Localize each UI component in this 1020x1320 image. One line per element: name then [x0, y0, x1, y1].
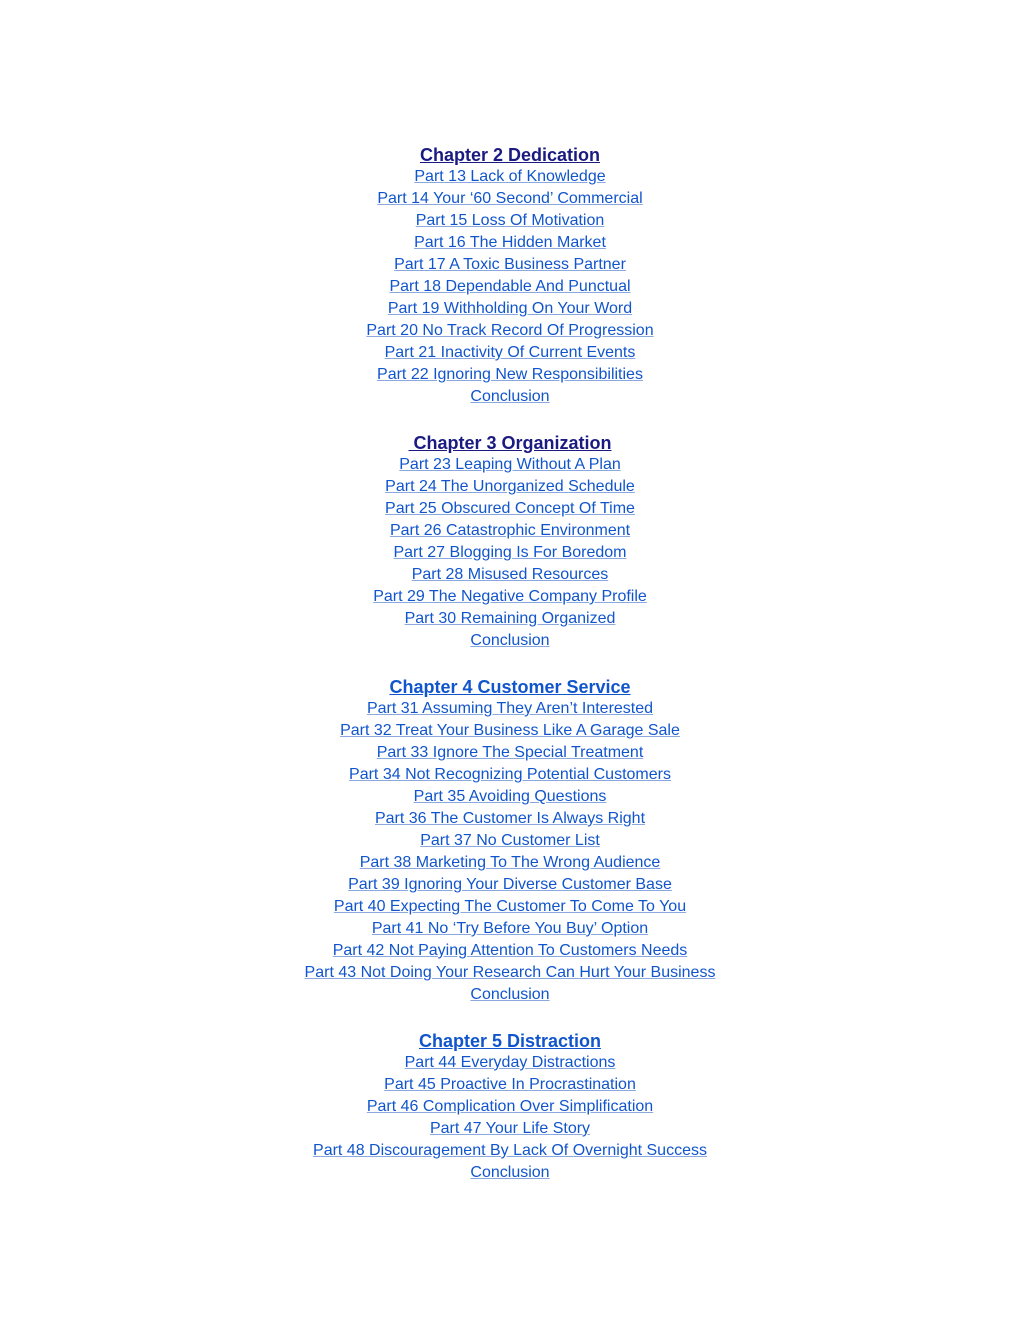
part-link[interactable]: Part 27 Blogging Is For Boredom [393, 544, 627, 561]
part-link[interactable]: Part 33 Ignore The Special Treatment [376, 744, 644, 761]
part-link[interactable]: Part 28 Misused Resources [411, 566, 609, 583]
part-link[interactable]: Part 39 Ignoring Your Diverse Customer Base [348, 876, 672, 893]
part-link[interactable]: Part 32 Treat Your Business Like A Garage Sale [340, 722, 680, 739]
part-link[interactable]: Part 31 Assuming They Aren’t Interested [366, 700, 654, 717]
part-link[interactable]: Part 16 The Hidden Market [414, 234, 606, 251]
part-link[interactable]: Part 47 Your Life Story [429, 1120, 591, 1137]
chapter-link[interactable]: Chapter 3 Organization [408, 433, 612, 453]
part-link[interactable]: Part 17 A Toxic Business Partner [394, 256, 626, 273]
part-link[interactable]: Part 15 Loss Of Motivation [415, 212, 605, 229]
chapter-link[interactable]: Chapter 4 Customer Service [389, 677, 631, 697]
chapter-link[interactable]: Chapter 2 Dedication [419, 145, 601, 165]
part-link[interactable]: Part 45 Proactive In Procrastination [384, 1076, 636, 1093]
chapter-section [0, 675, 1020, 1006]
part-link[interactable]: Part 48 Discouragement By Lack Of Overnight Success [313, 1142, 707, 1159]
part-link[interactable]: Part 43 Not Doing Your Research Can Hurt Your Business [304, 964, 716, 981]
conclusion-link[interactable]: Conclusion [470, 388, 550, 405]
part-link[interactable]: Part 25 Obscured Concept Of Time [385, 500, 635, 517]
part-link[interactable]: Part 38 Marketing To The Wrong Audience [359, 854, 661, 871]
part-link[interactable]: Part 29 The Negative Company Profile [373, 588, 647, 605]
part-link[interactable]: Part 30 Remaining Organized [404, 610, 616, 627]
conclusion-link[interactable]: Conclusion [470, 986, 550, 1003]
conclusion-link[interactable]: Conclusion [470, 1164, 550, 1181]
part-link[interactable]: Part 19 Withholding On Your Word [387, 300, 633, 317]
part-link[interactable]: Part 41 No ‘Try Before You Buy’ Option [371, 920, 649, 937]
part-link[interactable]: Part 37 No Customer List [420, 832, 600, 849]
part-link[interactable]: Part 22 Ignoring New Responsibilities [377, 366, 643, 383]
part-link[interactable]: Part 36 The Customer Is Always Right [374, 810, 646, 827]
conclusion-link[interactable]: Conclusion [470, 632, 550, 649]
part-link[interactable]: Part 35 Avoiding Questions [413, 788, 607, 805]
chapter-section [0, 431, 1020, 652]
part-link[interactable]: Part 23 Leaping Without A Plan [399, 456, 621, 473]
table-of-contents [0, 143, 1020, 1207]
part-link[interactable]: Part 13 Lack of Knowledge [414, 168, 606, 185]
part-link[interactable]: Part 14 Your ‘60 Second’ Commercial [377, 190, 643, 207]
part-link[interactable]: Part 26 Catastrophic Environment [389, 522, 631, 539]
chapter-section [0, 143, 1020, 408]
part-link[interactable]: Part 18 Dependable And Punctual [389, 278, 631, 295]
chapter-section [0, 1029, 1020, 1184]
part-link[interactable]: Part 34 Not Recognizing Potential Customers [349, 766, 671, 783]
part-link[interactable]: Part 46 Complication Over Simplification [366, 1098, 654, 1115]
part-link[interactable]: Part 40 Expecting The Customer To Come To You [333, 898, 687, 915]
chapter-link[interactable]: Chapter 5 Distraction [418, 1031, 602, 1051]
part-link[interactable]: Part 24 The Unorganized Schedule [385, 478, 635, 495]
part-link[interactable]: Part 20 No Track Record Of Progression [366, 322, 654, 339]
part-link[interactable]: Part 42 Not Paying Attention To Customers Needs [332, 942, 688, 959]
part-link[interactable]: Part 44 Everyday Distractions [404, 1054, 616, 1071]
part-link[interactable]: Part 21 Inactivity Of Current Events [384, 344, 636, 361]
